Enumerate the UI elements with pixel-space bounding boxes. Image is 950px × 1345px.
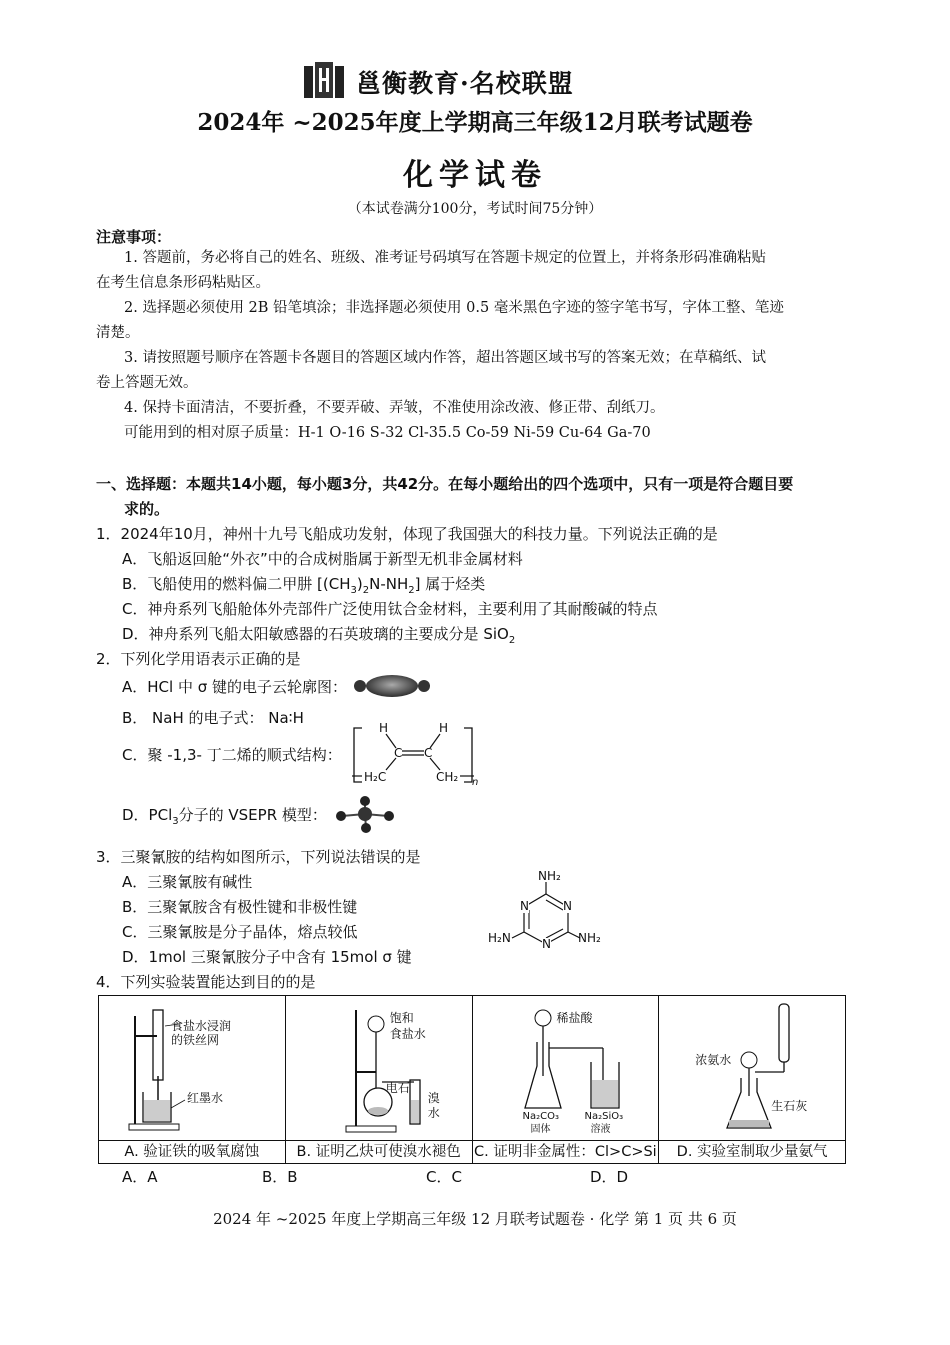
q2-option-a: A．HCl 中 σ 键的电子云轮廓图： (122, 678, 347, 696)
q1-option-b-sub-2: 2 (362, 585, 370, 596)
apparatus-table (98, 995, 846, 1164)
q2-option-d-pre: D．PCl (122, 806, 173, 824)
q4-option-c: C．C (426, 1168, 462, 1186)
melamine-nh2-top: NH₂ (538, 869, 561, 883)
apparatus-b-icon (286, 996, 472, 1140)
label-b-5: 水 (427, 1106, 440, 1120)
q1-option-b-n: N-NH (369, 575, 409, 593)
q1-option-a: A．飞船返回舱“外衣”中的合成树脂属于新型无机非金属材料 (122, 550, 523, 568)
q3-stem: 3．三聚氰胺的结构如图所示，下列说法错误的是 (96, 848, 421, 866)
melamine-structure (486, 866, 606, 952)
exam-duration: （本试卷满分100分，考试时间75分钟） (347, 201, 603, 217)
label-c-5: 溶液 (590, 1124, 611, 1135)
subject-title: 化学试卷 (403, 158, 547, 193)
league-logo-icon (303, 60, 345, 100)
label-b-2: 食盐水 (389, 1027, 426, 1041)
melamine-n-3: N (542, 937, 551, 951)
notice-item-3-line-2: 卷上答题无效。 (96, 375, 198, 391)
apparatus-a-icon (99, 996, 285, 1140)
apparatus-cell-a (99, 996, 286, 1164)
q3-option-a: A．三聚氰胺有碱性 (122, 873, 253, 891)
notice-item-1 (96, 246, 846, 296)
apparatus-cell-b (285, 996, 472, 1164)
notice-item-4 (96, 396, 846, 421)
section-1-line-1: 一、选择题：本题共14小题，每小题3分，共42分。在每小题给出的四个选项中，只有一项是符合题目要 (96, 475, 794, 493)
notice-item-1-line-2: 在考生信息条形码粘贴区。 (96, 275, 270, 291)
atomic-masses-text: 可能用到的相对原子质量：H-1 O-16 S-32 Cl-35.5 Co-59 Ni-59 Cu-64 Ga-70 (124, 425, 651, 441)
section-1-heading (96, 472, 856, 522)
apparatus-cell-c (472, 996, 659, 1164)
notice-item-2 (96, 296, 846, 346)
poly-ch2-left: H₂C (364, 770, 387, 784)
label-a-2: 的铁丝网 (171, 1033, 220, 1047)
sigma-bond-orbital-icon (352, 672, 432, 700)
label-a-3: 红墨水 (187, 1091, 224, 1105)
label-d-1: 浓氨水 (695, 1053, 732, 1067)
q3-option-c: C．三聚氰胺是分子晶体，熔点较低 (122, 923, 358, 941)
q1-option-b-pre: B．飞船使用的燃料偏二甲肼 [(CH (122, 575, 351, 593)
section-1-line-2: 求的。 (124, 500, 170, 518)
q2-option-c: C．聚 -1,3- 丁二烯的顺式结构： (122, 746, 342, 764)
pcl3-vsepr-model-icon (334, 796, 396, 834)
label-c-1: 稀盐酸 (556, 1011, 593, 1025)
caption-c: C. 证明非金属性：Cl>C>Si (473, 1140, 659, 1163)
poly-c-right: C (424, 746, 433, 760)
q2-stem: 2．下列化学用语表示正确的是 (96, 650, 301, 668)
atomic-masses (96, 421, 846, 446)
apparatus-cell-d (659, 996, 846, 1164)
q2-option-b: B． NaH 的电子式： Na∶H (122, 709, 304, 727)
apparatus-d-icon (659, 996, 845, 1140)
exam-title: 2024年 ~2025年度上学期高三年级12月联考试题卷 (197, 109, 753, 136)
poly-h-right: H (439, 721, 449, 735)
label-c-3: 固体 (530, 1124, 551, 1135)
notice-item-2-line-2: 清楚。 (96, 325, 140, 341)
q1-option-d-text: D．神舟系列飞船太阳敏感器的石英玻璃的主要成分是 SiO (122, 625, 509, 643)
melamine-n-1: N (563, 899, 572, 913)
q1-option-b-sub-3: 2 (408, 585, 415, 596)
q1-option-b-mid: ) (356, 575, 363, 593)
q4-option-d: D．D (590, 1168, 629, 1186)
caption-b: B. 证明乙炔可使溴水褪色 (286, 1140, 472, 1163)
q1-option-b-post: ] 属于烃类 (414, 575, 486, 593)
melamine-n-2: N (520, 899, 529, 913)
poly-ch2-right: CH₂ (436, 770, 459, 784)
q1-option-d-sub: 2 (508, 635, 516, 646)
caption-a: A. 验证铁的吸氧腐蚀 (99, 1140, 285, 1163)
q1-option-c: C．神舟系列飞船舱体外壳部件广泛使用钛合金材料，主要利用了其耐酸碱的特点 (122, 600, 658, 618)
poly-c-left: C (394, 746, 403, 760)
notice-item-3-line-1: 3. 请按照题号顺序在答题卡各题目的答题区域内作答，超出答题区域书写的答案无效；在草稿纸、试 (124, 350, 766, 366)
notice-item-2-line-1: 2. 选择题必须使用 2B 铅笔填涂；非选择题必须使用 0.5 毫米黑色字迹的签字笔书写，字体工整、笔迹 (124, 300, 784, 316)
label-c-2: Na₂CO₃ (522, 1111, 559, 1122)
notice-item-3 (96, 346, 846, 396)
notice-item-1-line-1: 1. 答题前，务必将自己的姓名、班级、准考证号码填写在答题卡规定的位置上，并将条形码准确粘贴 (124, 250, 766, 266)
q1-stem: 1．2024年10月，神州十九号飞船成功发射，体现了我国强大的科技力量。下列说法正确的是 (96, 525, 718, 543)
polybutadiene-structure (352, 720, 482, 792)
caption-d: D. 实验室制取少量氨气 (659, 1140, 845, 1163)
q4-option-b: B．B (262, 1168, 298, 1186)
label-d-2: 生石灰 (771, 1099, 808, 1113)
q4-stem: 4．下列实验装置能达到目的的是 (96, 973, 316, 991)
melamine-nh2-right: NH₂ (578, 931, 601, 945)
q2-option-d (122, 804, 327, 833)
q2-option-d-sub: 3 (172, 816, 179, 827)
poly-h-left: H (379, 721, 389, 735)
q3-option-b: B．三聚氰胺含有极性键和非极性键 (122, 898, 358, 916)
notice-item-4-text: 4. 保持卡面清洁，不要折叠，不要弄破、弄皱，不准使用涂改液、修正带、刮纸刀。 (124, 400, 665, 416)
brand-name: 邕衡教育·名校联盟 (356, 69, 574, 98)
label-b-4: 溴 (427, 1091, 440, 1105)
poly-n: n (472, 777, 479, 788)
q4-option-a: A．A (122, 1168, 158, 1186)
melamine-nh2-left: H₂N (488, 931, 511, 945)
label-b-1: 饱和 (389, 1011, 414, 1025)
label-a-1: 食盐水浸润 (171, 1019, 232, 1033)
notice-heading: 注意事项： (96, 228, 172, 246)
page-footer: 2024 年 ~2025 年度上学期高三年级 12 月联考试题卷 · 化学 第 1 页 共 6 页 (213, 1210, 737, 1228)
q3-option-d: D．1mol 三聚氰胺分子中含有 15mol σ 键 (122, 948, 412, 966)
label-b-3: 电石 (385, 1081, 410, 1095)
q1-option-b-sub-1: 3 (350, 585, 357, 596)
label-c-4: Na₂SiO₃ (584, 1111, 624, 1122)
q2-option-d-post: 分子的 VSEPR 模型： (178, 806, 327, 824)
